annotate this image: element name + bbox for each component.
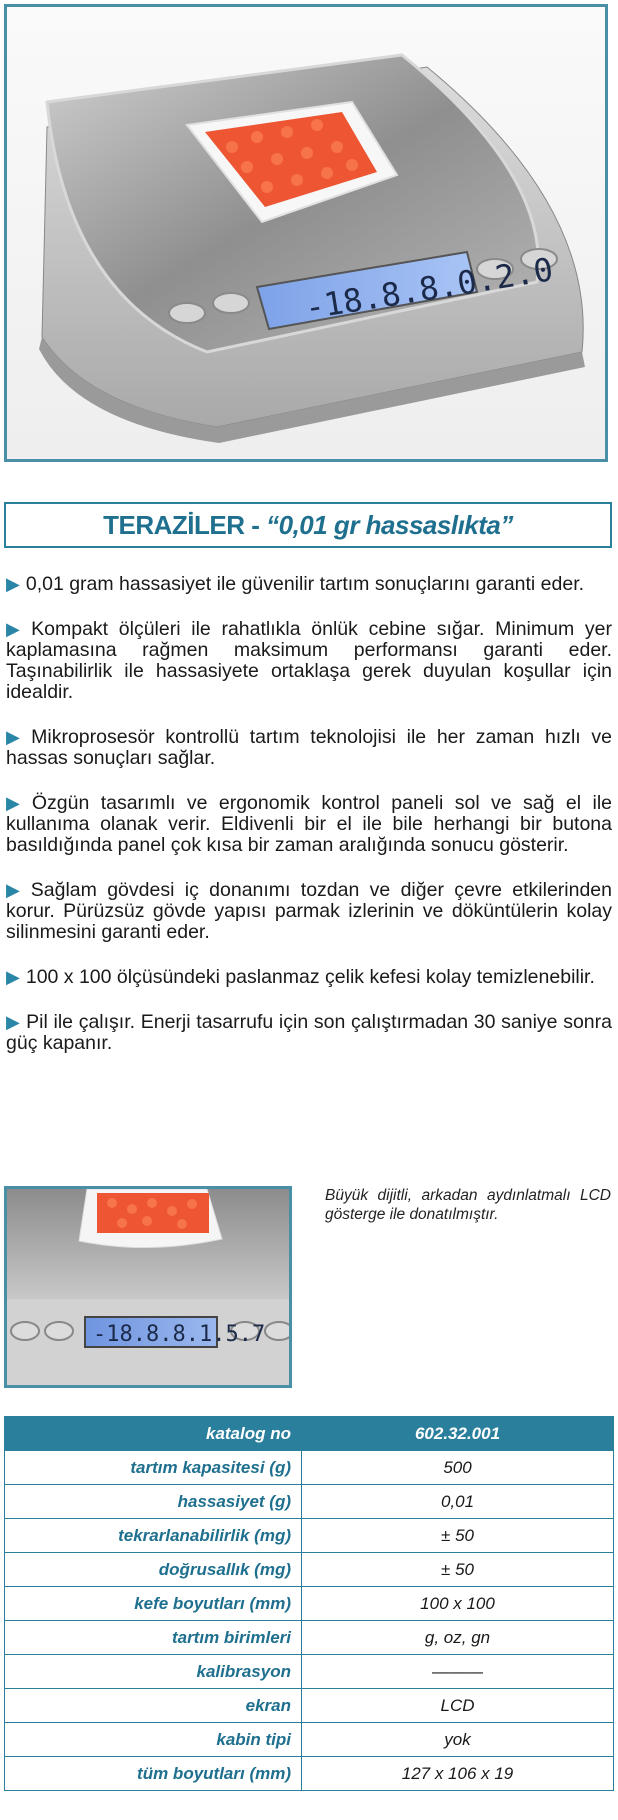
feature-text: Mikroprosesör kontrollü tartım teknolojisi ile her zaman hızlı ve hassas sonuçları sağlar. bbox=[6, 726, 612, 769]
feature-list bbox=[6, 574, 612, 1078]
row-value: ± 50 bbox=[302, 1553, 614, 1587]
feature-text: Özgün tasarımlı ve ergonomik kontrol paneli sol ve sağ el ile kullanıma olanak verir. Eldivenli bir el ile bile herhangi bir butona basıldığında panel çok kısa bir zaman aralığında sonucu gösterir. bbox=[6, 792, 612, 856]
row-value: 100 x 100 bbox=[302, 1587, 614, 1621]
row-label: kefe boyutları (mm) bbox=[5, 1587, 302, 1621]
lcd-closeup-illustration bbox=[7, 1189, 289, 1385]
header-value: 602.32.001 bbox=[302, 1417, 614, 1451]
feature-text: Kompakt ölçüleri ile rahatlıkla önlük cebine sığar. Minimum yer kaplamasına rağmen maksimum performansı garanti eder. Taşınabilirlik ile hassasiyete ortaklaşa gerek duyulan koşullar için idealdir. bbox=[6, 618, 612, 703]
table-row bbox=[5, 1723, 614, 1757]
table-row bbox=[5, 1689, 614, 1723]
row-label: hassasiyet (g) bbox=[5, 1485, 302, 1519]
triangle-right-icon: ▶ bbox=[6, 574, 20, 594]
feature-item bbox=[6, 574, 612, 595]
feature-item bbox=[6, 967, 612, 988]
feature-item bbox=[6, 880, 612, 943]
feature-item bbox=[6, 1012, 612, 1054]
row-value: ——— bbox=[302, 1655, 614, 1689]
row-label: kalibrasyon bbox=[5, 1655, 302, 1689]
row-label: tekrarlanabilirlik (mg) bbox=[5, 1519, 302, 1553]
feature-item bbox=[6, 619, 612, 703]
table-row bbox=[5, 1621, 614, 1655]
header-label: katalog no bbox=[5, 1417, 302, 1451]
feature-text: Sağlam gövdesi iç donanımı tozdan ve diğer çevre etkilerinden korur. Pürüzsüz gövde yapısı parmak izlerinin ve döküntülerin kolay silinmesini garanti eder. bbox=[6, 879, 613, 943]
triangle-right-icon: ▶ bbox=[6, 619, 26, 639]
triangle-right-icon: ▶ bbox=[6, 793, 26, 813]
row-label: tüm boyutları (mm) bbox=[5, 1757, 302, 1791]
title-subtitle: “0,01 gr hassaslıkta” bbox=[266, 510, 513, 540]
row-label: kabin tipi bbox=[5, 1723, 302, 1757]
row-value: ± 50 bbox=[302, 1519, 614, 1553]
table-row bbox=[5, 1451, 614, 1485]
lcd-closeup-image bbox=[4, 1186, 292, 1388]
image-caption: Büyük dijitli, arkadan aydınlatmalı LCD gösterge ile donatılmıştır. bbox=[325, 1187, 611, 1223]
row-value: 500 bbox=[302, 1451, 614, 1485]
feature-text: 100 x 100 ölçüsündeki paslanmaz çelik kefesi kolay temizlenebilir. bbox=[25, 966, 595, 988]
row-value: g, oz, gn bbox=[302, 1621, 614, 1655]
row-label: tartım birimleri bbox=[5, 1621, 302, 1655]
triangle-right-icon: ▶ bbox=[6, 727, 26, 747]
scale-illustration bbox=[7, 7, 605, 459]
product-image bbox=[4, 4, 608, 462]
row-label: doğrusallık (mg) bbox=[5, 1553, 302, 1587]
table-row bbox=[5, 1655, 614, 1689]
triangle-right-icon: ▶ bbox=[6, 1012, 21, 1032]
row-value: 127 x 106 x 19 bbox=[302, 1757, 614, 1791]
row-value: 0,01 bbox=[302, 1485, 614, 1519]
table-row bbox=[5, 1757, 614, 1791]
table-header-row bbox=[5, 1417, 614, 1451]
row-value: LCD bbox=[302, 1689, 614, 1723]
feature-item bbox=[6, 793, 612, 856]
table-row bbox=[5, 1485, 614, 1519]
table-row bbox=[5, 1553, 614, 1587]
table-row bbox=[5, 1519, 614, 1553]
triangle-right-icon: ▶ bbox=[6, 967, 20, 987]
feature-item bbox=[6, 727, 612, 769]
table-row bbox=[5, 1587, 614, 1621]
row-label: ekran bbox=[5, 1689, 302, 1723]
feature-text: 0,01 gram hassasiyet ile güvenilir tartım sonuçlarını garanti eder. bbox=[25, 573, 585, 595]
lcd-reading: -18.8.8.0.2.0 bbox=[302, 250, 556, 327]
page-title bbox=[4, 502, 612, 548]
spec-table bbox=[4, 1416, 614, 1791]
row-label: tartım kapasitesi (g) bbox=[5, 1451, 302, 1485]
lcd-reading: -18.8.8.1.5.7 bbox=[93, 1322, 266, 1347]
row-value: yok bbox=[302, 1723, 614, 1757]
title-main: TERAZİLER - bbox=[103, 510, 267, 540]
triangle-right-icon: ▶ bbox=[6, 880, 25, 900]
feature-text: Pil ile çalışır. Enerji tasarrufu için son çalıştırmadan 30 saniye sonra güç kapanır. bbox=[6, 1011, 612, 1054]
